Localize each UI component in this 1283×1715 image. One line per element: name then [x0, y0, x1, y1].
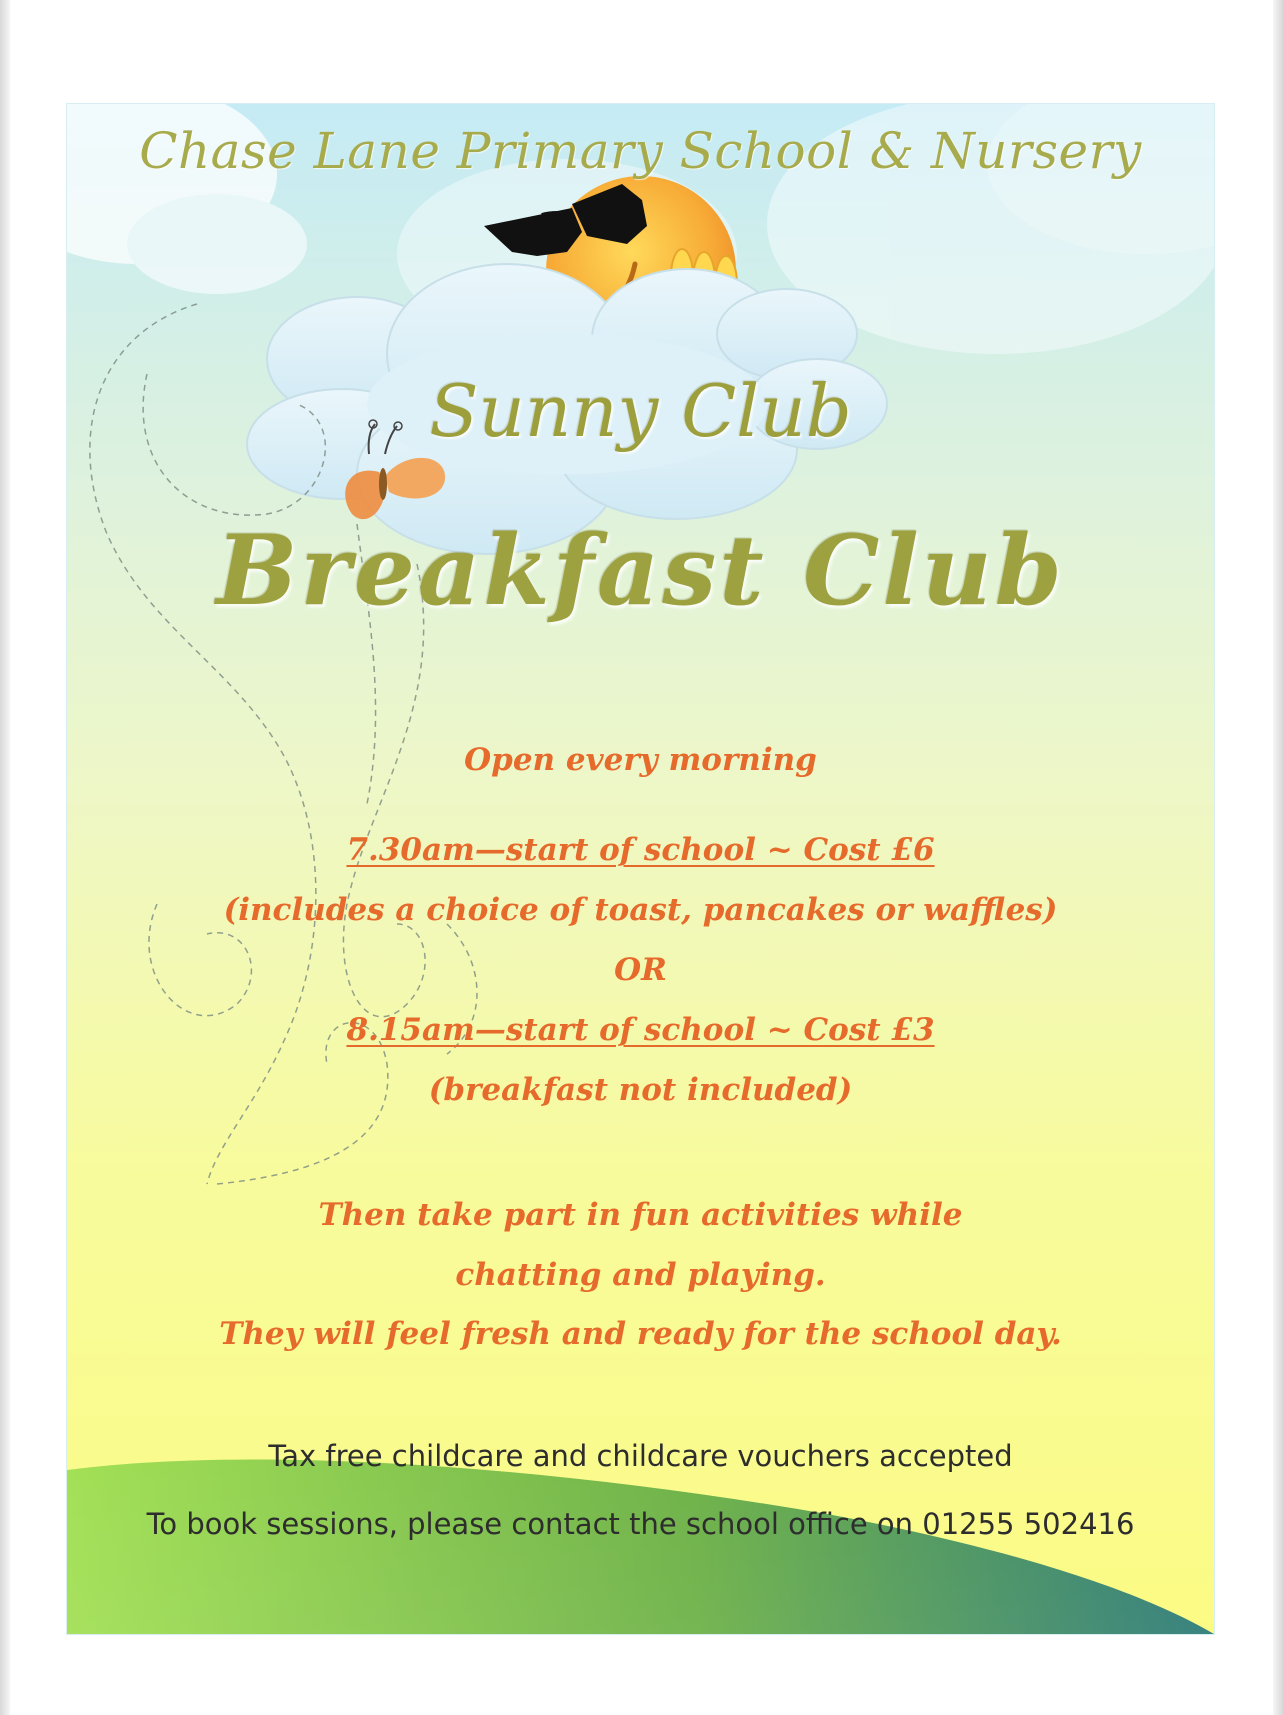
session-one: 7.30am—start of school ~ Cost £6	[346, 832, 935, 868]
session-two: 8.15am—start of school ~ Cost £3	[346, 1012, 935, 1048]
activities-line-3: They will feel fresh and ready for the school day.	[219, 1316, 1062, 1352]
poster-background-art	[67, 104, 1214, 1634]
vouchers-line: Tax free childcare and childcare vouchers accepted	[268, 1439, 1013, 1473]
activities-line-2: chatting and playing.	[455, 1257, 826, 1293]
club-name: Sunny Club	[429, 369, 852, 453]
contact-line: To book sessions, please contact the school office on 01255 502416	[146, 1507, 1135, 1541]
open-line: Open every morning	[464, 742, 817, 778]
or-label: OR	[614, 952, 667, 988]
school-name: Chase Lane Primary School & Nursery	[139, 122, 1142, 180]
activities-line-1: Then take part in fun activities while	[318, 1197, 963, 1233]
session-one-note: (includes a choice of toast, pancakes or waffles)	[223, 892, 1058, 928]
club-subtitle: Breakfast Club	[216, 514, 1065, 627]
hill-decoration	[67, 1459, 1214, 1634]
session-two-note: (breakfast not included)	[428, 1072, 853, 1108]
breakfast-club-poster	[66, 103, 1215, 1635]
